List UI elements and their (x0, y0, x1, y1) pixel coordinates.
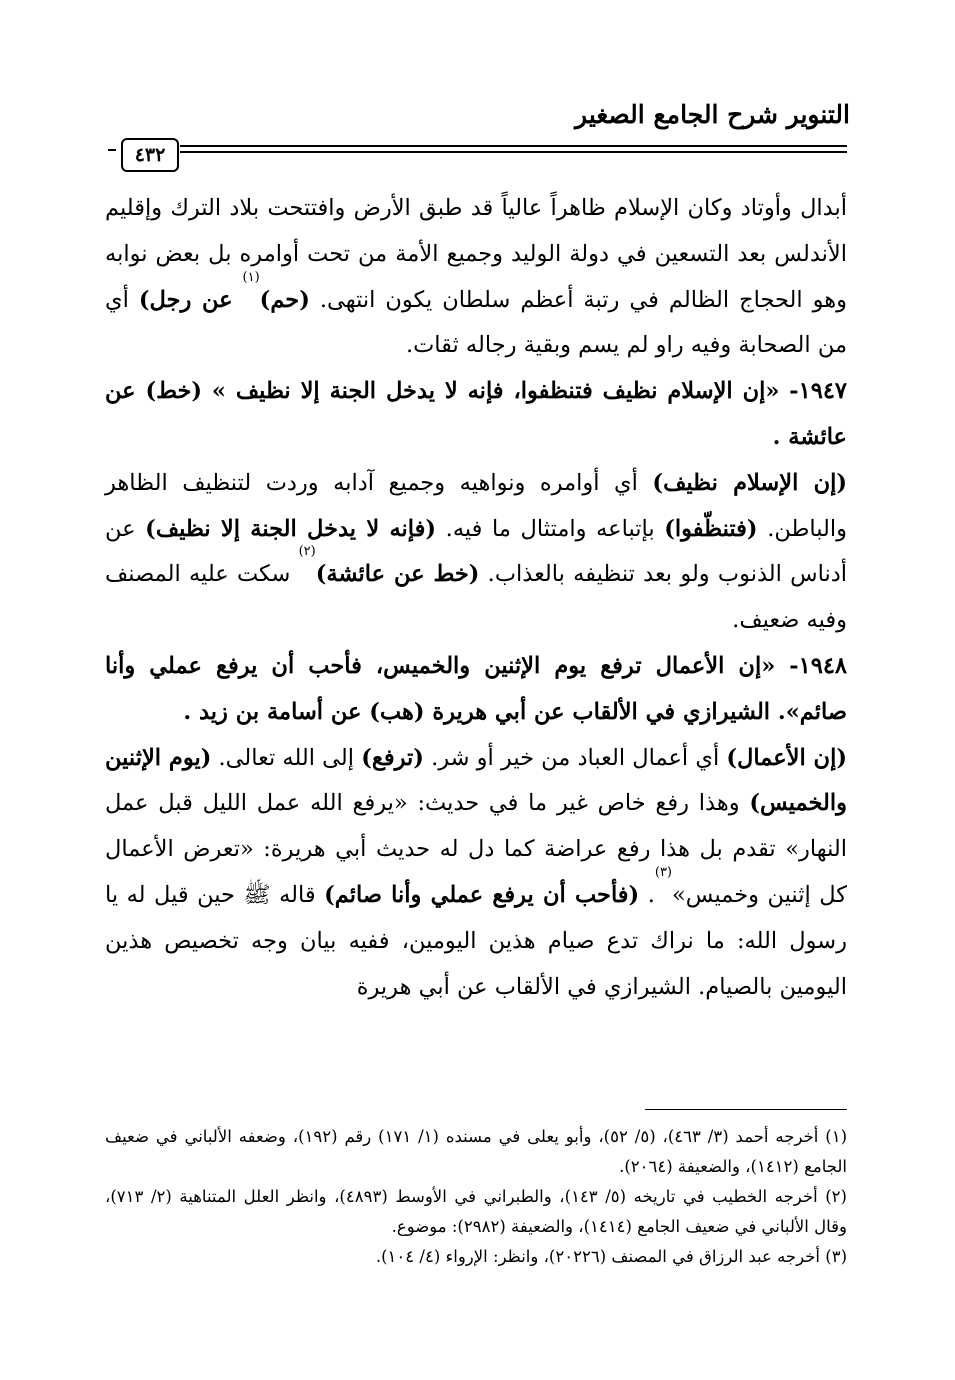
main-text (105, 186, 847, 1010)
footnotes (105, 1122, 847, 1272)
footnote-separator (645, 1109, 847, 1110)
footnote-ref: (٢) (298, 544, 316, 560)
book-title: التنوير شرح الجامع الصغير (575, 100, 850, 129)
page-header (105, 96, 850, 166)
source-ref: (حم) (259, 286, 310, 313)
commentary-1948: (إن الأعمال) أي أعمال العباد من خير أو شر. (ترفع) إلى الله تعالى. (يوم الإثنين والخميس) وهذا رفع خاص غير ما في حديث: «يرفع الله عمل الليل قبل عمل النهار» تقدم بل هذا رفع عراضة كما دل له حديث أبي هريرة: «تعرض الأعمال كل إثنين وخميس»$^{(٣)}$. (فأحب أن يرفع عملي وأنا صائم) قاله ﷺ حين قيل له يا رسول الله: ما نراك تدع صيام هذين اليومين، ففيه بيان وجه تخصيص هذين اليومين بالصيام. الشيرازي في الألقاب عن أبي هريرة (105, 744, 847, 1000)
header-rule-left (108, 149, 116, 151)
page-number-badge: ٤٣٢ (121, 138, 179, 172)
footnote-2: (٢) أخرجه الخطيب في تاريخه (٥/ ١٤٣)، والطبراني في الأوسط (٤٨٩٣)، وانظر العلل المتناهية (٢/ ٧١٣)، وقال الألباني في ضعيف الجامع (١٤١٤)، والضعيفة (٢٩٨٢): موضوع. (105, 1187, 847, 1236)
footnote-3: (٣) أخرجه عبد الرزاق في المصنف (٢٠٢٢٦)، وانظر: الإرواء (٤/ ١٠٤). (375, 1247, 847, 1266)
paragraph-continuation: أبدال وأوتاد وكان الإسلام ظاهراً عالياً قد طبق الأرض وافتتحت بلاد الترك وإقليم الأندلس بعد التسعين في دولة الوليد وجميع الأمة من تحت أوامره بل بعض نوابه وهو الحجاج الظالم في رتبة أعظم سلطان يكون انتهى. (حم)$^{(١)}$ عن رجل) أي من الصحابة وفيه راو لم يسم وبقية رجاله ثقات. (105, 195, 847, 359)
commentary-1947: (إن الإسلام نظيف) أي أوامره ونواهيه وجميع آدابه وردت لتنظيف الظاهر والباطن. (فتنظّفوا) بإتباعه وامتثال ما فيه. (فإنه لا يدخل الجنة إلا نظيف) عن أدناس الذنوب ولو بعد تنظيفه بالعذاب. (خط عن عائشة)$^{(٢)}$ سكت عليه المصنف وفيه ضعيف. (105, 469, 848, 634)
footnote-ref: (٣) (654, 864, 672, 880)
hadith-1948: ١٩٤٨- «إن الأعمال ترفع يوم الإثنين والخميس، فأحب أن يرفع عملي وأنا صائم». الشيرازي في الألقاب عن أبي هريرة (هب) عن أسامة بن زيد . (105, 652, 847, 725)
header-rule-top (180, 145, 847, 147)
footnote-1: (١) أخرجه أحمد (٣/ ٤٦٣)، (٥/ ٥٢)، وأبو يعلى في مسنده (١/ ١٧١) رقم (١٩٢)، وضعفه الألباني في ضعيف الجامع (١٤١٢)، والضعيفة (٢٠٦٤). (105, 1127, 847, 1176)
header-rule-bottom (180, 151, 847, 153)
hadith-1947: ١٩٤٧- «إن الإسلام نظيف فتنظفوا، فإنه لا يدخل الجنة إلا نظيف » (خط) عن عائشة . (105, 378, 847, 450)
footnote-ref: (١) (242, 269, 260, 285)
